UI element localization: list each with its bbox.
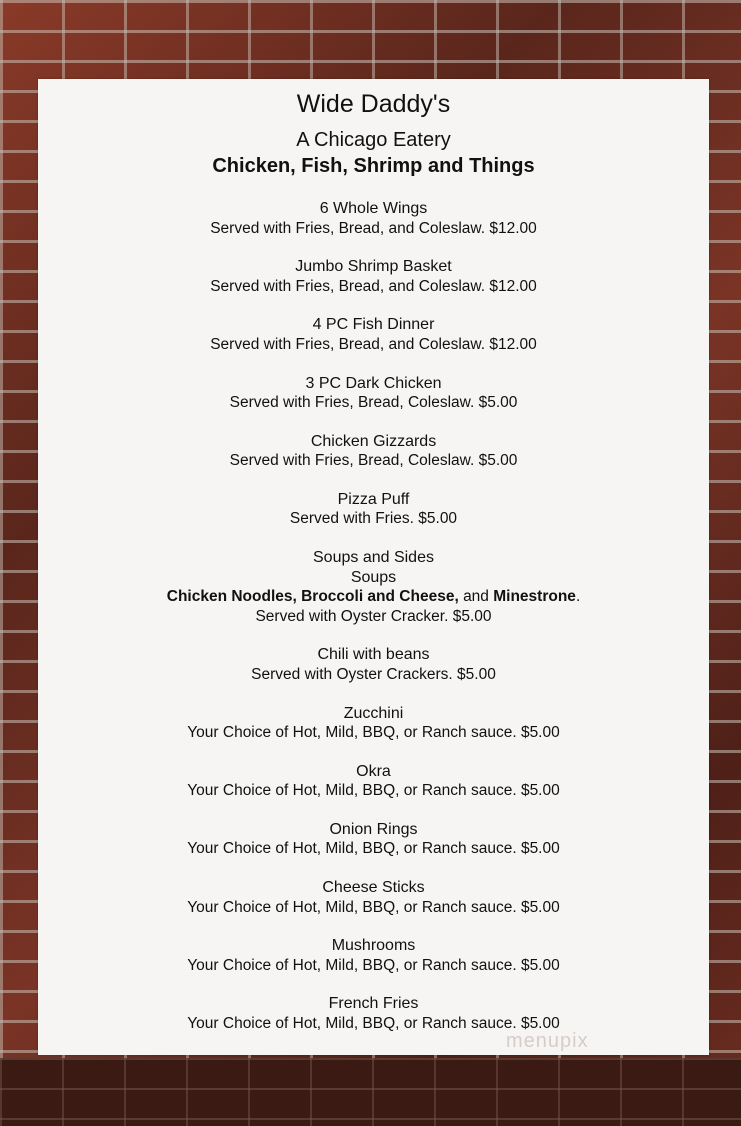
menu-item [38,704,709,743]
menu-panel [38,79,709,1055]
item-description: Served with Fries, Bread, and Coleslaw. $12.00 [210,335,537,353]
item-description: Your Choice of Hot, Mild, BBQ, or Ranch sauce. $5.00 [187,898,560,916]
item-name: Pizza Puff [337,490,410,508]
soups-list-part2: Minestrone [493,588,576,606]
soups-list-end: . [575,588,581,606]
menu-item [38,490,709,529]
menu-item [38,315,709,354]
menu-item [38,257,709,296]
watermark-logo: menupix [506,1030,589,1052]
item-name: French Fries [328,995,419,1013]
item-description: Your Choice of Hot, Mild, BBQ, or Ranch sauce. $5.00 [187,840,560,858]
soups-list [38,587,709,607]
menu-content [38,89,709,1053]
item-description: Served with Fries, Bread, and Coleslaw. $12.00 [210,277,537,295]
item-description: Served with Fries, Bread, and Coleslaw. $12.00 [210,219,537,237]
restaurant-tagline: Chicken, Fish, Shrimp and Things [212,155,535,177]
item-description: Your Choice of Hot, Mild, BBQ, or Ranch sauce. $5.00 [187,956,560,974]
item-description: Served with Fries, Bread, Coleslaw. $5.00 [229,452,518,470]
menu-item [38,994,709,1033]
item-description: Served with Fries, Bread, Coleslaw. $5.00 [229,394,518,412]
item-description: Served with Fries. $5.00 [289,510,458,528]
item-name: 4 PC Fish Dinner [312,316,435,334]
item-name: Zucchini [343,704,404,722]
item-name: Chicken Gizzards [310,432,437,450]
restaurant-title: Wide Daddy's [296,90,451,118]
item-name: Cheese Sticks [322,879,425,897]
item-name: Chili with beans [317,646,430,664]
menu-item [38,936,709,975]
item-description: Your Choice of Hot, Mild, BBQ, or Ranch sauce. $5.00 [187,782,560,800]
item-name: Onion Rings [329,820,418,838]
item-name: 3 PC Dark Chicken [305,374,442,392]
menu-item [38,374,709,413]
item-name: Okra [356,762,391,780]
item-description: Served with Oyster Crackers. $5.00 [251,665,496,683]
item-description: Your Choice of Hot, Mild, BBQ, or Ranch sauce. $5.00 [187,1014,560,1032]
soups-list-and: and [463,588,489,606]
item-name: Mushrooms [331,937,416,955]
item-name: 6 Whole Wings [319,200,428,217]
menu-item [38,878,709,917]
item-description: Served with Oyster Cracker. $5.00 [255,607,492,625]
restaurant-subtitle: A Chicago Eatery [296,129,451,151]
soups-section [38,548,709,626]
item-name: Jumbo Shrimp Basket [295,258,452,276]
menu-item [38,432,709,471]
menu-item [38,820,709,859]
soups-heading: Soups [350,568,397,586]
item-description: Your Choice of Hot, Mild, BBQ, or Ranch sauce. $5.00 [187,724,560,741]
menu-item [38,199,709,238]
menu-item [38,645,709,684]
menu-items [38,199,709,1033]
soups-list-part1: Chicken Noodles, Broccoli and Cheese, [166,588,459,606]
menu-item [38,762,709,801]
section-heading: Soups and Sides [313,549,434,567]
brick-background-bottom [0,1058,741,1126]
